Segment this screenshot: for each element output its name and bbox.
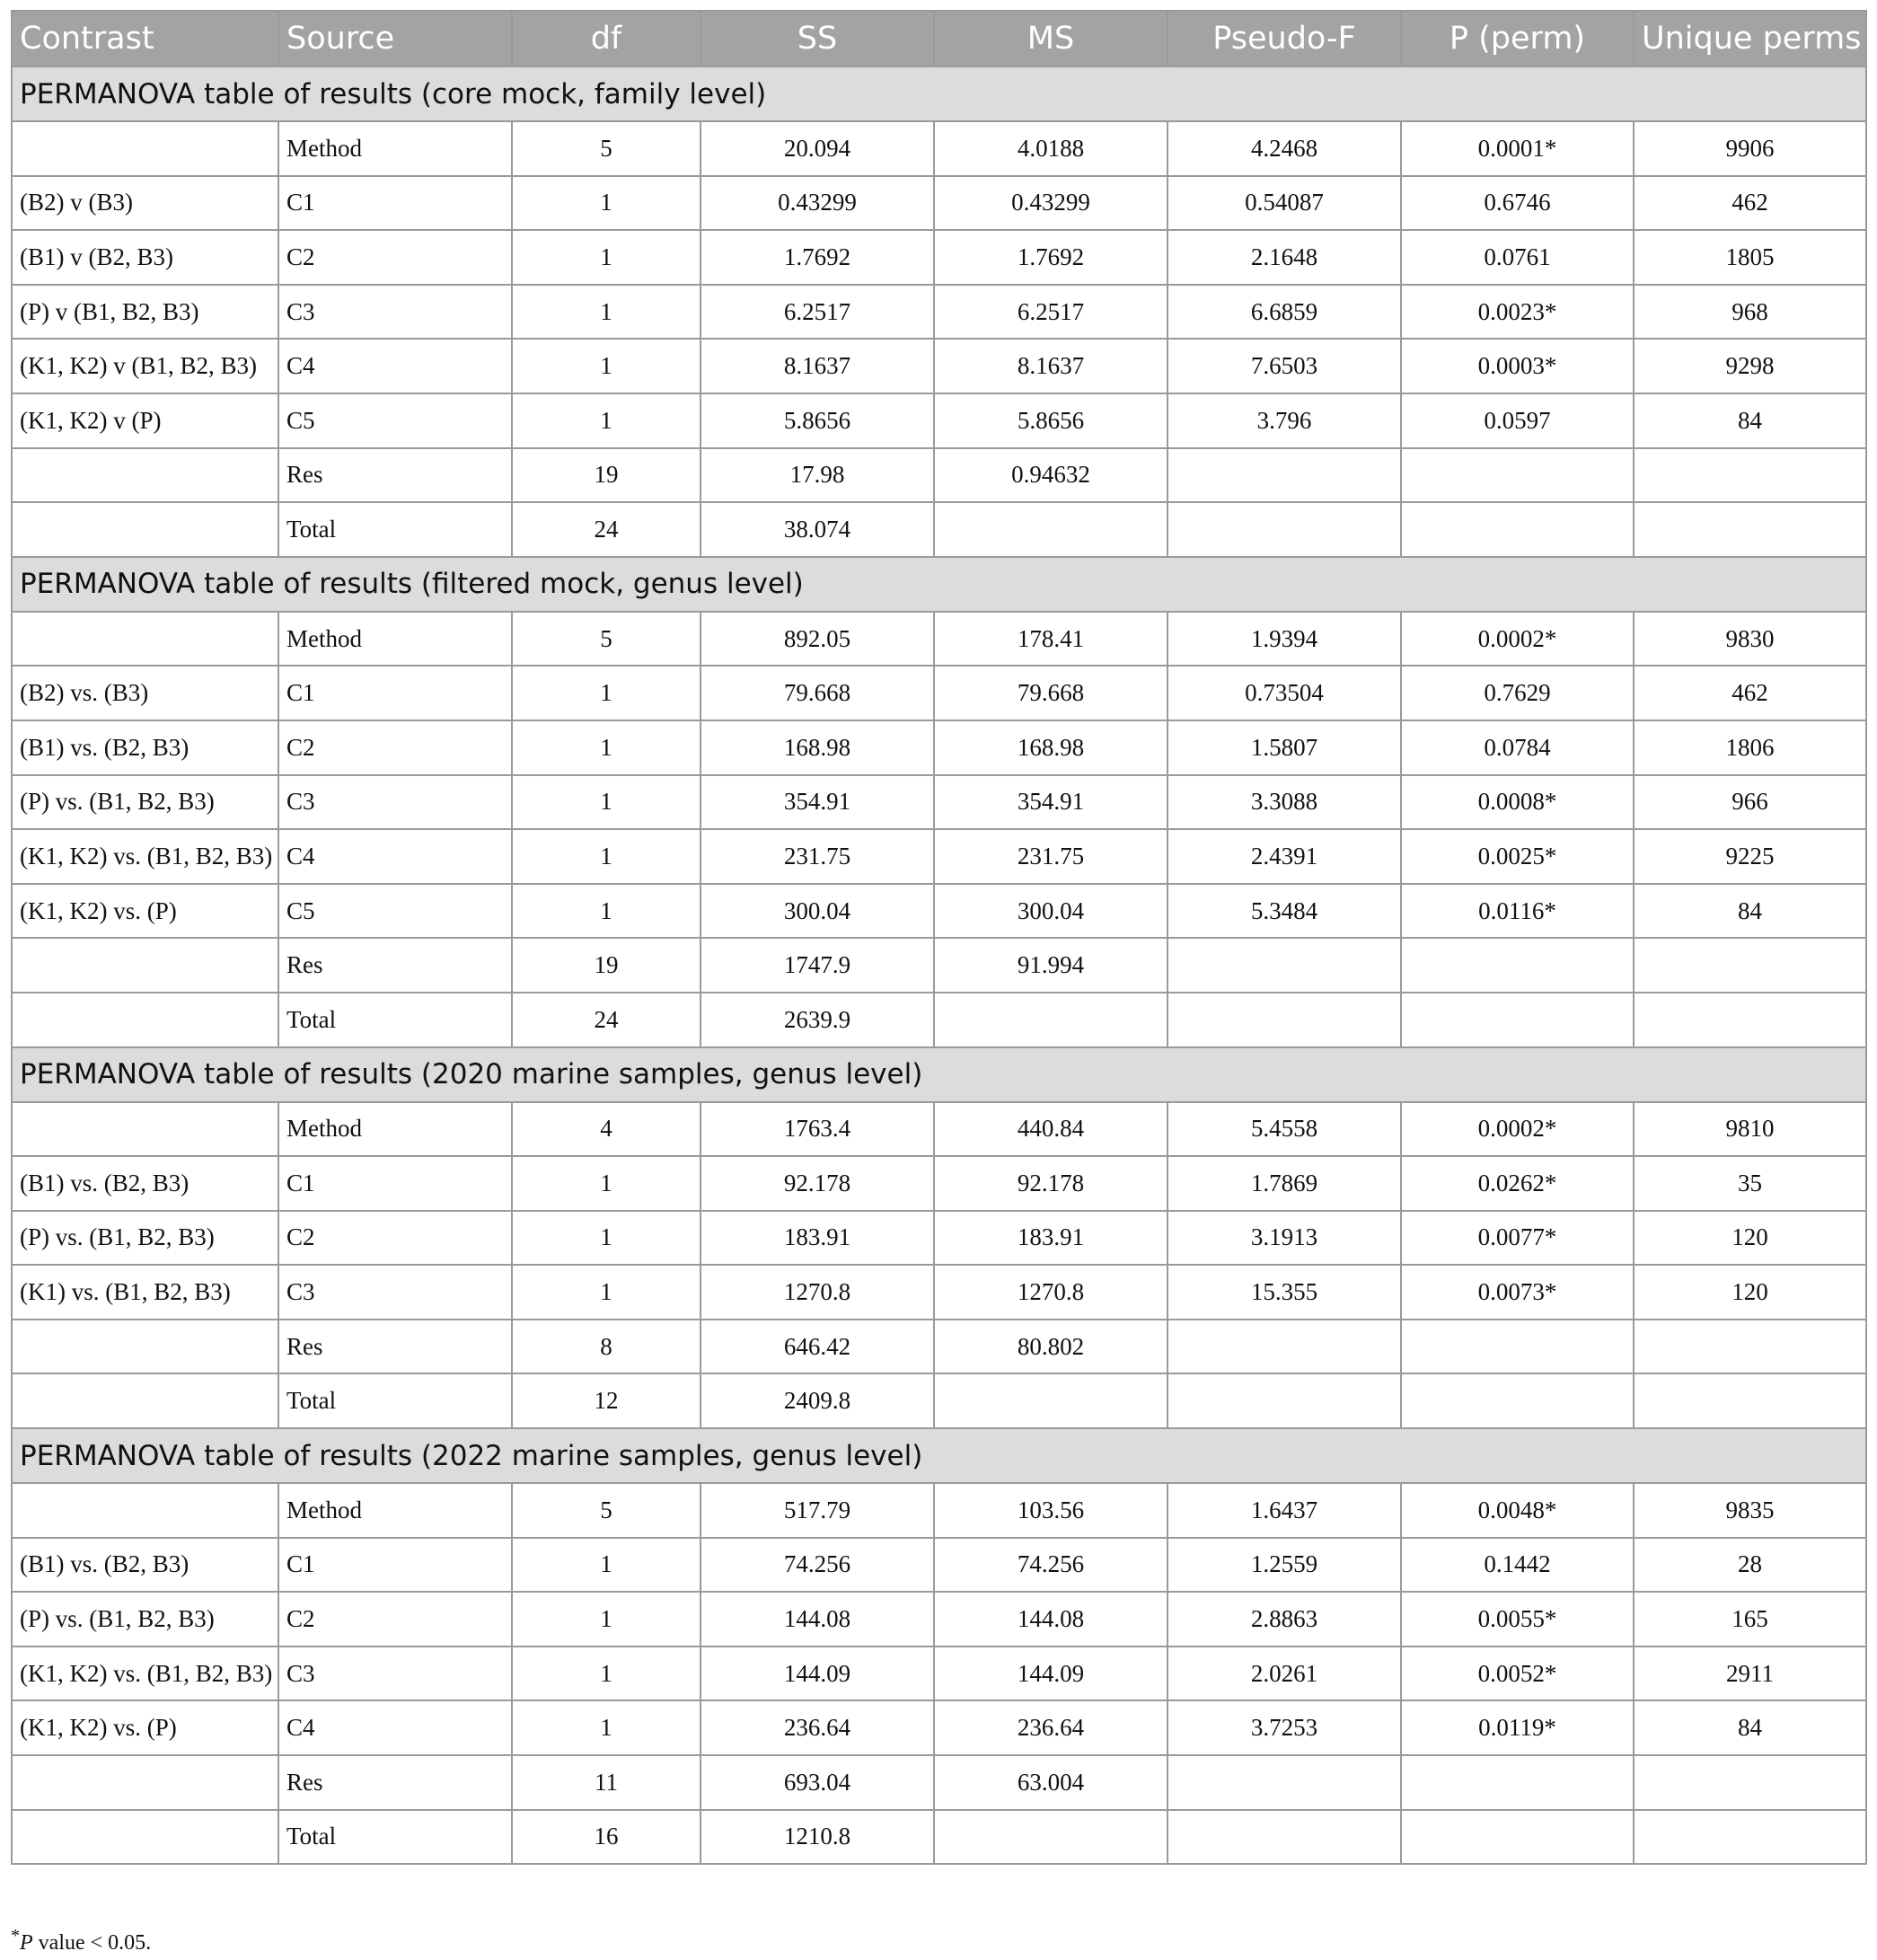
cell-contrast (12, 1373, 278, 1428)
cell-df: 16 (512, 1810, 701, 1865)
cell-source: Method (278, 1483, 512, 1538)
cell-df: 1 (512, 1700, 701, 1755)
table-row (12, 176, 1866, 231)
cell-ms: 236.64 (934, 1700, 1168, 1755)
cell-pseudo-f: 6.6859 (1168, 285, 1401, 340)
cell-ss: 92.178 (701, 1156, 934, 1211)
cell-p-perm: 0.7629 (1401, 666, 1634, 720)
cell-pseudo-f: 5.3484 (1168, 884, 1401, 939)
cell-source: C2 (278, 720, 512, 775)
table-row (12, 393, 1866, 448)
cell-df: 1 (512, 230, 701, 285)
table-row (12, 612, 1866, 667)
cell-df: 24 (512, 993, 701, 1047)
cell-ms: 6.2517 (934, 285, 1168, 340)
table-row (12, 666, 1866, 720)
cell-contrast: (P) v (B1, B2, B3) (12, 285, 278, 340)
cell-pseudo-f: 1.7869 (1168, 1156, 1401, 1211)
cell-p-perm: 0.0025* (1401, 829, 1634, 884)
table-row (12, 121, 1866, 176)
cell-df: 1 (512, 393, 701, 448)
cell-unique-perms: 9835 (1634, 1483, 1866, 1538)
cell-source: C4 (278, 1700, 512, 1755)
cell-ms: 178.41 (934, 612, 1168, 667)
cell-ss: 38.074 (701, 502, 934, 557)
cell-pseudo-f: 2.8863 (1168, 1592, 1401, 1647)
cell-source: C1 (278, 1538, 512, 1593)
cell-p-perm: 0.0002* (1401, 1102, 1634, 1157)
cell-contrast (12, 938, 278, 993)
cell-ms: 63.004 (934, 1755, 1168, 1810)
cell-ss: 300.04 (701, 884, 934, 939)
cell-unique-perms: 968 (1634, 285, 1866, 340)
cell-df: 5 (512, 1483, 701, 1538)
table-row (12, 884, 1866, 939)
header-ss: SS (701, 11, 934, 66)
table-row (12, 448, 1866, 503)
cell-source: C5 (278, 884, 512, 939)
cell-ss: 79.668 (701, 666, 934, 720)
cell-df: 1 (512, 775, 701, 830)
cell-ss: 1270.8 (701, 1265, 934, 1320)
cell-unique-perms: 462 (1634, 176, 1866, 231)
table-row (12, 938, 1866, 993)
cell-source: C1 (278, 666, 512, 720)
cell-ss: 17.98 (701, 448, 934, 503)
cell-contrast (12, 502, 278, 557)
cell-pseudo-f (1168, 1755, 1401, 1810)
header-pseudo-f: Pseudo-F (1168, 11, 1401, 66)
cell-unique-perms: 165 (1634, 1592, 1866, 1647)
cell-ms: 0.43299 (934, 176, 1168, 231)
cell-unique-perms: 9810 (1634, 1102, 1866, 1157)
cell-df: 11 (512, 1755, 701, 1810)
cell-df: 1 (512, 1265, 701, 1320)
cell-pseudo-f (1168, 1810, 1401, 1865)
table-row (12, 1265, 1866, 1320)
cell-ss: 168.98 (701, 720, 934, 775)
table-row (12, 502, 1866, 557)
cell-p-perm (1401, 1755, 1634, 1810)
cell-source: C3 (278, 775, 512, 830)
cell-pseudo-f: 1.6437 (1168, 1483, 1401, 1538)
cell-ms (934, 1373, 1168, 1428)
cell-p-perm (1401, 1373, 1634, 1428)
cell-pseudo-f (1168, 938, 1401, 993)
cell-ms: 4.0188 (934, 121, 1168, 176)
cell-ms: 354.91 (934, 775, 1168, 830)
cell-source: C5 (278, 393, 512, 448)
cell-contrast: (P) vs. (B1, B2, B3) (12, 775, 278, 830)
cell-ss: 693.04 (701, 1755, 934, 1810)
cell-ms: 0.94632 (934, 448, 1168, 503)
cell-p-perm: 0.0003* (1401, 339, 1634, 393)
section-header-row (12, 1428, 1866, 1483)
cell-p-perm: 0.0073* (1401, 1265, 1634, 1320)
cell-p-perm: 0.1442 (1401, 1538, 1634, 1593)
cell-ss: 20.094 (701, 121, 934, 176)
cell-pseudo-f: 1.9394 (1168, 612, 1401, 667)
cell-source: Res (278, 1320, 512, 1374)
table-row (12, 1592, 1866, 1647)
cell-ss: 1210.8 (701, 1810, 934, 1865)
header-row (12, 11, 1866, 66)
cell-p-perm: 0.0055* (1401, 1592, 1634, 1647)
cell-source: Method (278, 612, 512, 667)
cell-ss: 6.2517 (701, 285, 934, 340)
cell-ms: 92.178 (934, 1156, 1168, 1211)
cell-source: C1 (278, 176, 512, 231)
cell-unique-perms: 35 (1634, 1156, 1866, 1211)
cell-ms (934, 502, 1168, 557)
cell-unique-perms (1634, 1373, 1866, 1428)
cell-contrast: (K1, K2) vs. (P) (12, 884, 278, 939)
table-row (12, 720, 1866, 775)
cell-contrast (12, 1320, 278, 1374)
cell-ss: 1763.4 (701, 1102, 934, 1157)
cell-p-perm (1401, 1810, 1634, 1865)
cell-unique-perms: 84 (1634, 393, 1866, 448)
cell-source: Res (278, 448, 512, 503)
cell-df: 5 (512, 121, 701, 176)
cell-ss: 1.7692 (701, 230, 934, 285)
footnote-text: value < 0.05. (32, 1931, 152, 1955)
header-unique-perms: Unique perms (1634, 11, 1866, 66)
cell-contrast (12, 1483, 278, 1538)
cell-contrast: (K1, K2) vs. (B1, B2, B3) (12, 1647, 278, 1701)
cell-source: C4 (278, 339, 512, 393)
cell-df: 1 (512, 176, 701, 231)
cell-contrast: (B2) vs. (B3) (12, 666, 278, 720)
cell-p-perm: 0.0048* (1401, 1483, 1634, 1538)
cell-ss: 183.91 (701, 1211, 934, 1266)
cell-ss: 892.05 (701, 612, 934, 667)
table-row (12, 230, 1866, 285)
cell-p-perm: 0.6746 (1401, 176, 1634, 231)
table-row (12, 1211, 1866, 1266)
cell-df: 1 (512, 884, 701, 939)
table-row (12, 829, 1866, 884)
section-title: PERMANOVA table of results (filtered mock, genus level) (12, 557, 1866, 612)
cell-source: Total (278, 502, 512, 557)
footnote-marker: * (11, 1926, 20, 1946)
header-df: df (512, 11, 701, 66)
cell-source: C4 (278, 829, 512, 884)
cell-df: 12 (512, 1373, 701, 1428)
cell-p-perm: 0.0023* (1401, 285, 1634, 340)
cell-contrast: (K1, K2) vs. (B1, B2, B3) (12, 829, 278, 884)
cell-unique-perms: 120 (1634, 1211, 1866, 1266)
cell-ms: 144.09 (934, 1647, 1168, 1701)
cell-contrast: (B1) vs. (B2, B3) (12, 1538, 278, 1593)
cell-contrast: (K1, K2) v (B1, B2, B3) (12, 339, 278, 393)
cell-unique-perms: 1805 (1634, 230, 1866, 285)
cell-pseudo-f: 1.5807 (1168, 720, 1401, 775)
cell-df: 8 (512, 1320, 701, 1374)
cell-ms: 1.7692 (934, 230, 1168, 285)
cell-contrast: (K1, K2) vs. (P) (12, 1700, 278, 1755)
cell-ss: 1747.9 (701, 938, 934, 993)
cell-pseudo-f: 4.2468 (1168, 121, 1401, 176)
cell-df: 1 (512, 1156, 701, 1211)
footnote (11, 1926, 151, 1956)
cell-ss: 231.75 (701, 829, 934, 884)
table-row (12, 775, 1866, 830)
cell-unique-perms (1634, 1755, 1866, 1810)
cell-p-perm: 0.0002* (1401, 612, 1634, 667)
table-row (12, 1538, 1866, 1593)
cell-unique-perms: 84 (1634, 1700, 1866, 1755)
cell-df: 1 (512, 720, 701, 775)
cell-p-perm: 0.0761 (1401, 230, 1634, 285)
cell-p-perm: 0.0001* (1401, 121, 1634, 176)
cell-p-perm (1401, 938, 1634, 993)
cell-source: C1 (278, 1156, 512, 1211)
cell-p-perm (1401, 1320, 1634, 1374)
section-header-row (12, 1047, 1866, 1102)
cell-pseudo-f: 1.2559 (1168, 1538, 1401, 1593)
cell-unique-perms: 9906 (1634, 121, 1866, 176)
cell-unique-perms: 462 (1634, 666, 1866, 720)
cell-source: Total (278, 1373, 512, 1428)
cell-ss: 5.8656 (701, 393, 934, 448)
cell-df: 19 (512, 938, 701, 993)
cell-p-perm (1401, 448, 1634, 503)
cell-pseudo-f (1168, 502, 1401, 557)
cell-contrast (12, 448, 278, 503)
table-row (12, 1156, 1866, 1211)
cell-ms: 5.8656 (934, 393, 1168, 448)
cell-source: C3 (278, 1647, 512, 1701)
cell-df: 5 (512, 612, 701, 667)
cell-unique-perms: 966 (1634, 775, 1866, 830)
cell-unique-perms: 9225 (1634, 829, 1866, 884)
cell-df: 4 (512, 1102, 701, 1157)
cell-source: C3 (278, 1265, 512, 1320)
cell-p-perm: 0.0052* (1401, 1647, 1634, 1701)
cell-contrast (12, 1102, 278, 1157)
cell-ms: 168.98 (934, 720, 1168, 775)
cell-ss: 354.91 (701, 775, 934, 830)
cell-ss: 517.79 (701, 1483, 934, 1538)
cell-p-perm: 0.0116* (1401, 884, 1634, 939)
cell-pseudo-f (1168, 448, 1401, 503)
table-row (12, 1755, 1866, 1810)
header-source: Source (278, 11, 512, 66)
table-row (12, 1700, 1866, 1755)
cell-contrast (12, 612, 278, 667)
table-row (12, 1373, 1866, 1428)
cell-source: Method (278, 121, 512, 176)
cell-df: 1 (512, 1211, 701, 1266)
cell-df: 1 (512, 285, 701, 340)
cell-ms: 80.802 (934, 1320, 1168, 1374)
section-header-row (12, 557, 1866, 612)
cell-df: 1 (512, 666, 701, 720)
cell-contrast: (B1) vs. (B2, B3) (12, 720, 278, 775)
table-row (12, 993, 1866, 1047)
cell-ss: 646.42 (701, 1320, 934, 1374)
cell-ms: 8.1637 (934, 339, 1168, 393)
cell-df: 1 (512, 1538, 701, 1593)
cell-unique-perms: 120 (1634, 1265, 1866, 1320)
cell-ss: 236.64 (701, 1700, 934, 1755)
cell-unique-perms (1634, 448, 1866, 503)
cell-unique-perms: 84 (1634, 884, 1866, 939)
cell-unique-perms: 9298 (1634, 339, 1866, 393)
section-header-row (12, 66, 1866, 121)
cell-pseudo-f: 15.355 (1168, 1265, 1401, 1320)
header-p-perm: P (perm) (1401, 11, 1634, 66)
cell-ms: 79.668 (934, 666, 1168, 720)
cell-p-perm: 0.0008* (1401, 775, 1634, 830)
cell-contrast (12, 1755, 278, 1810)
cell-contrast: (K1) vs. (B1, B2, B3) (12, 1265, 278, 1320)
cell-unique-perms (1634, 1320, 1866, 1374)
cell-unique-perms (1634, 938, 1866, 993)
table-row (12, 1647, 1866, 1701)
cell-source: C2 (278, 1211, 512, 1266)
cell-contrast: (B1) vs. (B2, B3) (12, 1156, 278, 1211)
table-row (12, 285, 1866, 340)
cell-pseudo-f: 7.6503 (1168, 339, 1401, 393)
cell-contrast: (B2) v (B3) (12, 176, 278, 231)
cell-p-perm: 0.0784 (1401, 720, 1634, 775)
cell-p-perm: 0.0262* (1401, 1156, 1634, 1211)
cell-ms: 300.04 (934, 884, 1168, 939)
cell-source: C2 (278, 1592, 512, 1647)
cell-unique-perms (1634, 993, 1866, 1047)
cell-contrast: (P) vs. (B1, B2, B3) (12, 1211, 278, 1266)
cell-unique-perms (1634, 1810, 1866, 1865)
cell-source: Total (278, 1810, 512, 1865)
cell-ss: 8.1637 (701, 339, 934, 393)
cell-pseudo-f: 3.1913 (1168, 1211, 1401, 1266)
cell-contrast: (K1, K2) v (P) (12, 393, 278, 448)
cell-ms: 91.994 (934, 938, 1168, 993)
cell-pseudo-f (1168, 993, 1401, 1047)
header-contrast: Contrast (12, 11, 278, 66)
cell-pseudo-f (1168, 1373, 1401, 1428)
section-title: PERMANOVA table of results (2022 marine samples, genus level) (12, 1428, 1866, 1483)
cell-contrast (12, 1810, 278, 1865)
table-row (12, 1810, 1866, 1865)
cell-df: 1 (512, 339, 701, 393)
cell-ms: 144.08 (934, 1592, 1168, 1647)
cell-unique-perms: 2911 (1634, 1647, 1866, 1701)
cell-ss: 144.08 (701, 1592, 934, 1647)
cell-ms: 74.256 (934, 1538, 1168, 1593)
cell-df: 19 (512, 448, 701, 503)
header-ms: MS (934, 11, 1168, 66)
cell-pseudo-f: 2.4391 (1168, 829, 1401, 884)
cell-pseudo-f: 0.54087 (1168, 176, 1401, 231)
cell-source: Res (278, 938, 512, 993)
cell-p-perm: 0.0077* (1401, 1211, 1634, 1266)
cell-ms: 231.75 (934, 829, 1168, 884)
table-body (12, 66, 1866, 1864)
cell-source: Method (278, 1102, 512, 1157)
cell-p-perm: 0.0119* (1401, 1700, 1634, 1755)
table-row (12, 1483, 1866, 1538)
cell-unique-perms: 28 (1634, 1538, 1866, 1593)
cell-ms: 183.91 (934, 1211, 1168, 1266)
cell-contrast (12, 993, 278, 1047)
cell-pseudo-f: 3.7253 (1168, 1700, 1401, 1755)
cell-ms (934, 1810, 1168, 1865)
cell-pseudo-f: 0.73504 (1168, 666, 1401, 720)
cell-df: 24 (512, 502, 701, 557)
cell-df: 1 (512, 1592, 701, 1647)
cell-df: 1 (512, 1647, 701, 1701)
cell-p-perm (1401, 502, 1634, 557)
cell-source: C3 (278, 285, 512, 340)
cell-pseudo-f: 3.796 (1168, 393, 1401, 448)
cell-ss: 2639.9 (701, 993, 934, 1047)
cell-pseudo-f: 2.0261 (1168, 1647, 1401, 1701)
cell-source: Total (278, 993, 512, 1047)
cell-ss: 0.43299 (701, 176, 934, 231)
cell-df: 1 (512, 829, 701, 884)
cell-contrast: (B1) v (B2, B3) (12, 230, 278, 285)
cell-pseudo-f: 3.3088 (1168, 775, 1401, 830)
section-title: PERMANOVA table of results (2020 marine samples, genus level) (12, 1047, 1866, 1102)
cell-ms (934, 993, 1168, 1047)
cell-contrast: (P) vs. (B1, B2, B3) (12, 1592, 278, 1647)
cell-unique-perms: 9830 (1634, 612, 1866, 667)
cell-ms: 440.84 (934, 1102, 1168, 1157)
permanova-table (11, 10, 1867, 1865)
footnote-p-letter: P (20, 1931, 33, 1955)
cell-unique-perms (1634, 502, 1866, 557)
cell-unique-perms: 1806 (1634, 720, 1866, 775)
cell-ss: 2409.8 (701, 1373, 934, 1428)
table-row (12, 339, 1866, 393)
table-row (12, 1320, 1866, 1374)
cell-p-perm (1401, 993, 1634, 1047)
cell-contrast (12, 121, 278, 176)
cell-ss: 144.09 (701, 1647, 934, 1701)
cell-source: Res (278, 1755, 512, 1810)
cell-p-perm: 0.0597 (1401, 393, 1634, 448)
cell-ss: 74.256 (701, 1538, 934, 1593)
table-row (12, 1102, 1866, 1157)
cell-ms: 1270.8 (934, 1265, 1168, 1320)
cell-source: C2 (278, 230, 512, 285)
cell-pseudo-f: 2.1648 (1168, 230, 1401, 285)
cell-pseudo-f: 5.4558 (1168, 1102, 1401, 1157)
section-title: PERMANOVA table of results (core mock, family level) (12, 66, 1866, 121)
cell-ms: 103.56 (934, 1483, 1168, 1538)
cell-pseudo-f (1168, 1320, 1401, 1374)
